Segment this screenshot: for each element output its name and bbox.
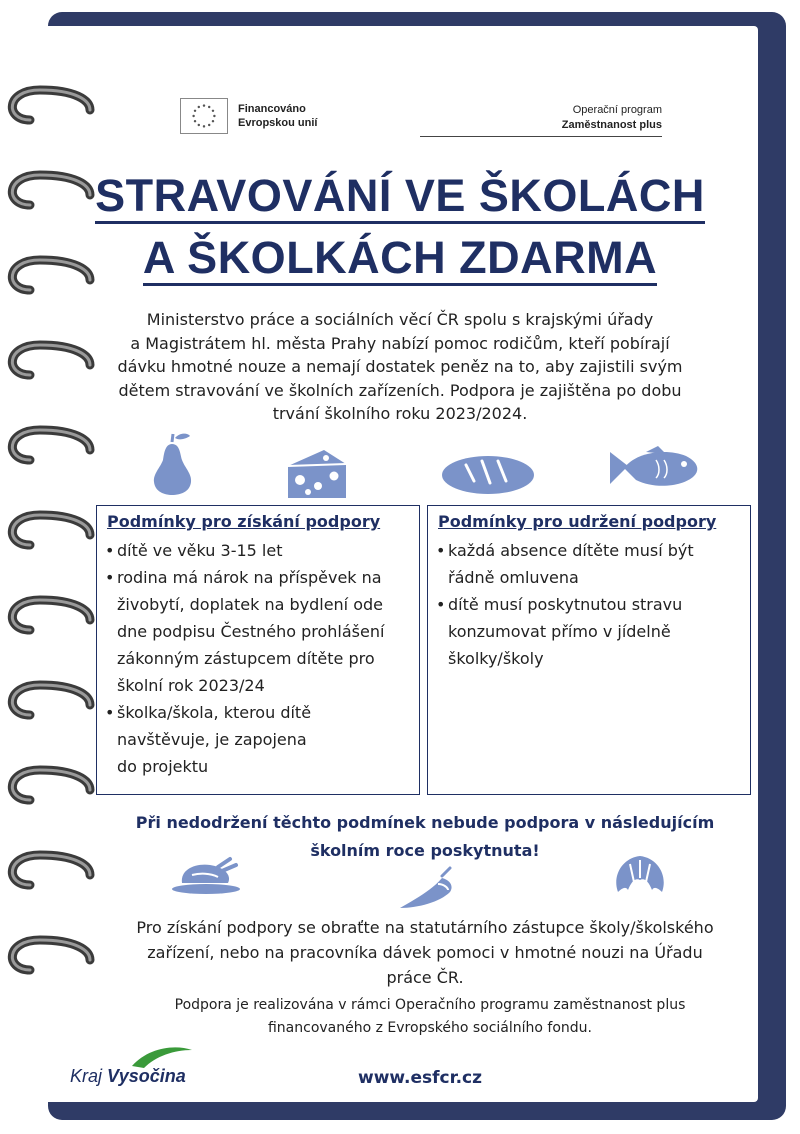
intro-line: dávku hmotné nouze a nemají dostatek peněz na to, aby zajistili svým xyxy=(117,357,683,376)
intro-line: Ministerstvo práce a sociálních věcí ČR spolu s krajskými úřady xyxy=(146,310,654,329)
title-line-2: A ŠKOLKÁCH ZDARMA xyxy=(80,232,720,284)
list-item: • dítě ve věku 3-15 let xyxy=(105,537,419,564)
list-item: • školka/škola, kterou dítě navštěvuje, je zapojena do projektu xyxy=(105,699,419,780)
eu-flag-icon xyxy=(180,98,228,134)
conditions-list xyxy=(428,537,750,672)
bread-icon xyxy=(440,453,536,495)
program-logo xyxy=(420,103,662,137)
list-item: • každá absence dítěte musí být řádně omluvena xyxy=(436,537,750,591)
list-item: • dítě musí poskytnutou stravu konzumovat přímo v jídelně školky/školy xyxy=(436,591,750,672)
eu-line-1: Financováno xyxy=(238,103,306,115)
conditions-keep-box xyxy=(427,505,751,795)
eu-funding-text xyxy=(238,102,317,130)
pepper-icon xyxy=(398,866,460,910)
conditions-obtain-box xyxy=(96,505,420,795)
intro-line: trvání školního roku 2023/2024. xyxy=(272,404,528,423)
intro-line: dětem stravování ve školních zařízeních. Podpora je zajištěna po dobu xyxy=(118,380,682,400)
intro-line: a Magistrátem hl. města Prahy nabízí pomoc rodičům, kteří pobírají xyxy=(130,333,670,353)
list-item: • rodina má nárok na příspěvek na živobytí, doplatek na bydlení ode dne podpisu Čestného prohlášení zákonným zástupcem dítěte pro školní rok 2023/24 xyxy=(105,564,419,699)
program-line-1: Operační program xyxy=(572,104,662,116)
intro-paragraph xyxy=(110,308,690,426)
roast-chicken-icon xyxy=(170,855,242,895)
eu-funding-logo xyxy=(180,98,317,134)
box-heading: Podmínky pro udržení podpory xyxy=(438,512,717,531)
website-link[interactable]: www.esfcr.cz xyxy=(358,1068,482,1088)
warning-text: Při nedodržení těchto podmínek nebude podpora v následujícím školním roce poskytnuta! xyxy=(135,813,715,860)
funding-note: Podpora je realizována v rámci Operačního programu zaměstnanost plus financovaného z Evropského sociálního fondu. xyxy=(174,997,686,1036)
pear-icon xyxy=(150,430,195,496)
program-line-2: Zaměstnanost plus xyxy=(561,119,662,131)
cheese-icon xyxy=(284,446,348,500)
box-heading: Podmínky pro získání podpory xyxy=(107,512,381,531)
contact-paragraph: Pro získání podpory se obraťte na statutárního zástupce školy/školského zařízení, nebo na pracovníka dávek pomoci v hmotné nouzi na Úřadu práce ČR. xyxy=(136,918,714,987)
croissant-icon xyxy=(612,852,668,900)
title-line-1: STRAVOVÁNÍ VE ŠKOLÁCH xyxy=(80,170,720,222)
kraj-vysocina-logo: Kraj Vysočina xyxy=(70,1066,186,1086)
fish-icon xyxy=(606,446,702,494)
conditions-list xyxy=(97,537,419,780)
eu-line-2: Evropskou unií xyxy=(238,117,318,129)
